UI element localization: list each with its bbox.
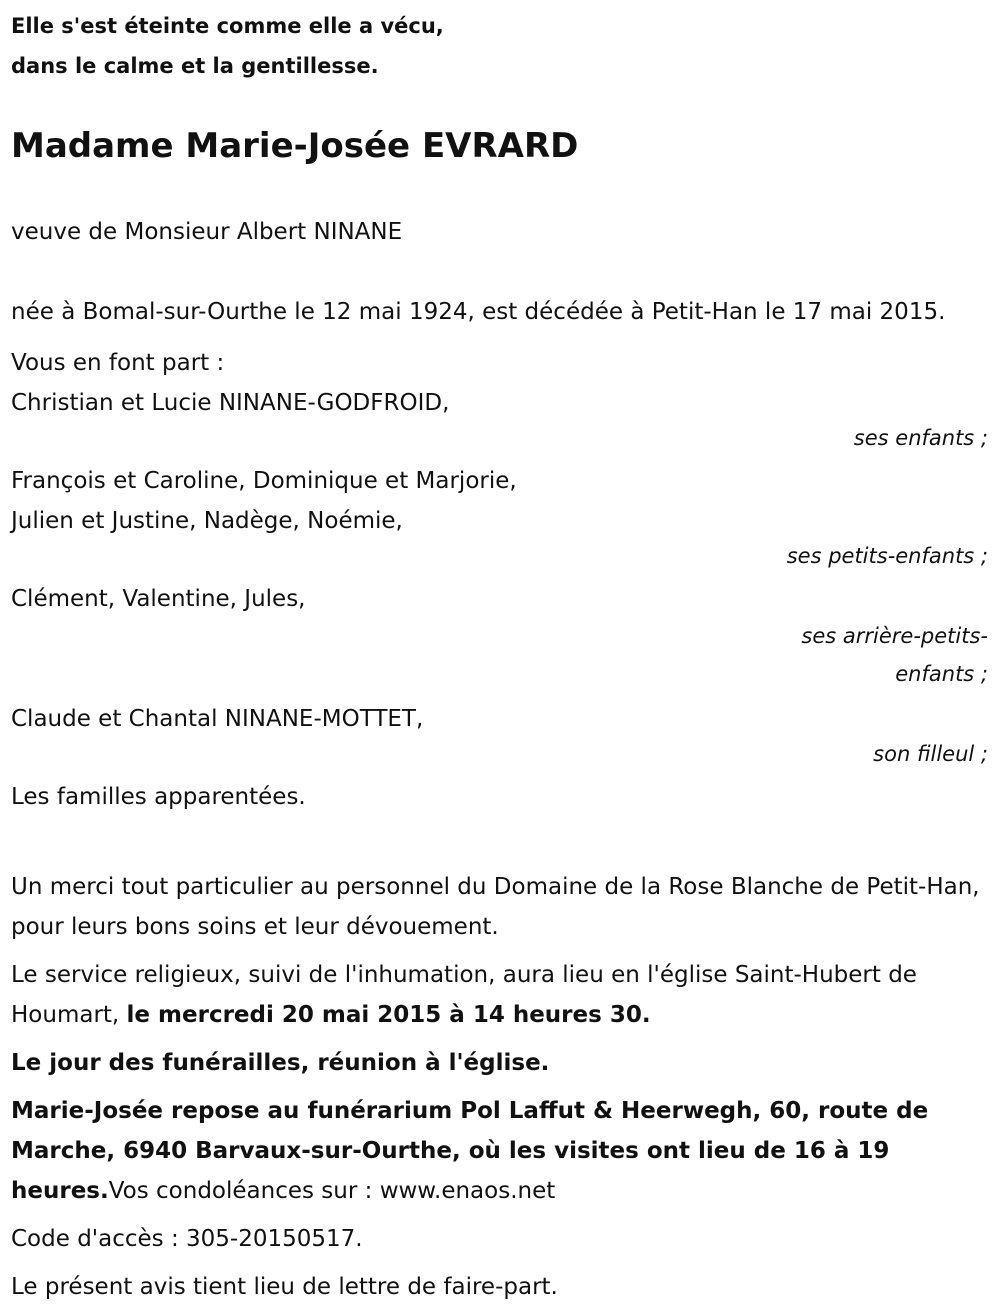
birth-death-line: née à Bomal-sur-Ourthe le 12 mai 1924, est décédée à Petit-Han le 17 mai 2015.	[11, 299, 946, 325]
deceased-name: Madame Marie-Josée EVRARD	[11, 126, 579, 166]
family-group-grandchildren	[11, 461, 990, 573]
family-names: Julien et Justine, Nadège, Noémie,	[11, 508, 403, 534]
family-relation: son filleul ;	[873, 742, 988, 766]
spouse-line: veuve de Monsieur Albert NINANE	[11, 219, 403, 245]
family-names: Clément, Valentine, Jules,	[11, 586, 306, 612]
intro-line-2: dans le calme et la gentillesse.	[11, 54, 379, 78]
thanks-paragraph: Un merci tout particulier au personnel du Domaine de la Rose Blanche de Petit-Han, pour leurs bons soins et leur dévouement.	[11, 874, 980, 940]
funeral-home-paragraph	[11, 1091, 990, 1211]
family-names: Claude et Chantal NINANE-MOTTET,	[11, 706, 424, 732]
family-relation: ses enfants ;	[853, 426, 988, 450]
access-code: Code d'accès : 305-20150517.	[11, 1226, 363, 1252]
family-group-children	[11, 383, 990, 455]
condolences-text: Vos condoléances sur : www.enaos.net	[108, 1178, 556, 1204]
service-paragraph	[11, 955, 990, 1035]
family-names: Christian et Lucie NINANE-GODFROID,	[11, 390, 450, 416]
notice-line: Le présent avis tient lieu de lettre de faire-part.	[11, 1274, 558, 1300]
family-relation: ses petits-enfants ;	[786, 544, 988, 568]
family-group-godson	[11, 699, 990, 771]
meeting-paragraph: Le jour des funérailles, réunion à l'église.	[11, 1050, 550, 1076]
service-text: Le service religieux, suivi de l'inhumation, aura lieu en l'église Saint-Hubert de Houmart,	[11, 962, 917, 1028]
funeral-home-text: Marie-Josée repose au funérarium Pol Laffut & Heerwegh, 60, route de Marche, 6940 Barvaux-sur-Ourthe, où les visites ont lieu de 16 à 19 heures.	[11, 1098, 929, 1204]
family-group-great-grandchildren	[11, 579, 990, 693]
family-relation-line-2: enfants ;	[895, 662, 988, 686]
related-families: Les familles apparentées.	[11, 784, 306, 810]
intro-line-1: Elle s'est éteinte comme elle a vécu,	[11, 14, 444, 38]
announce-line: Vous en font part :	[11, 350, 225, 376]
family-names: François et Caroline, Dominique et Marjorie,	[11, 468, 517, 494]
intro-quote	[11, 6, 990, 86]
family-relation-line-1: ses arrière-petits-	[801, 624, 988, 648]
service-date: le mercredi 20 mai 2015 à 14 heures 30.	[126, 1002, 651, 1028]
